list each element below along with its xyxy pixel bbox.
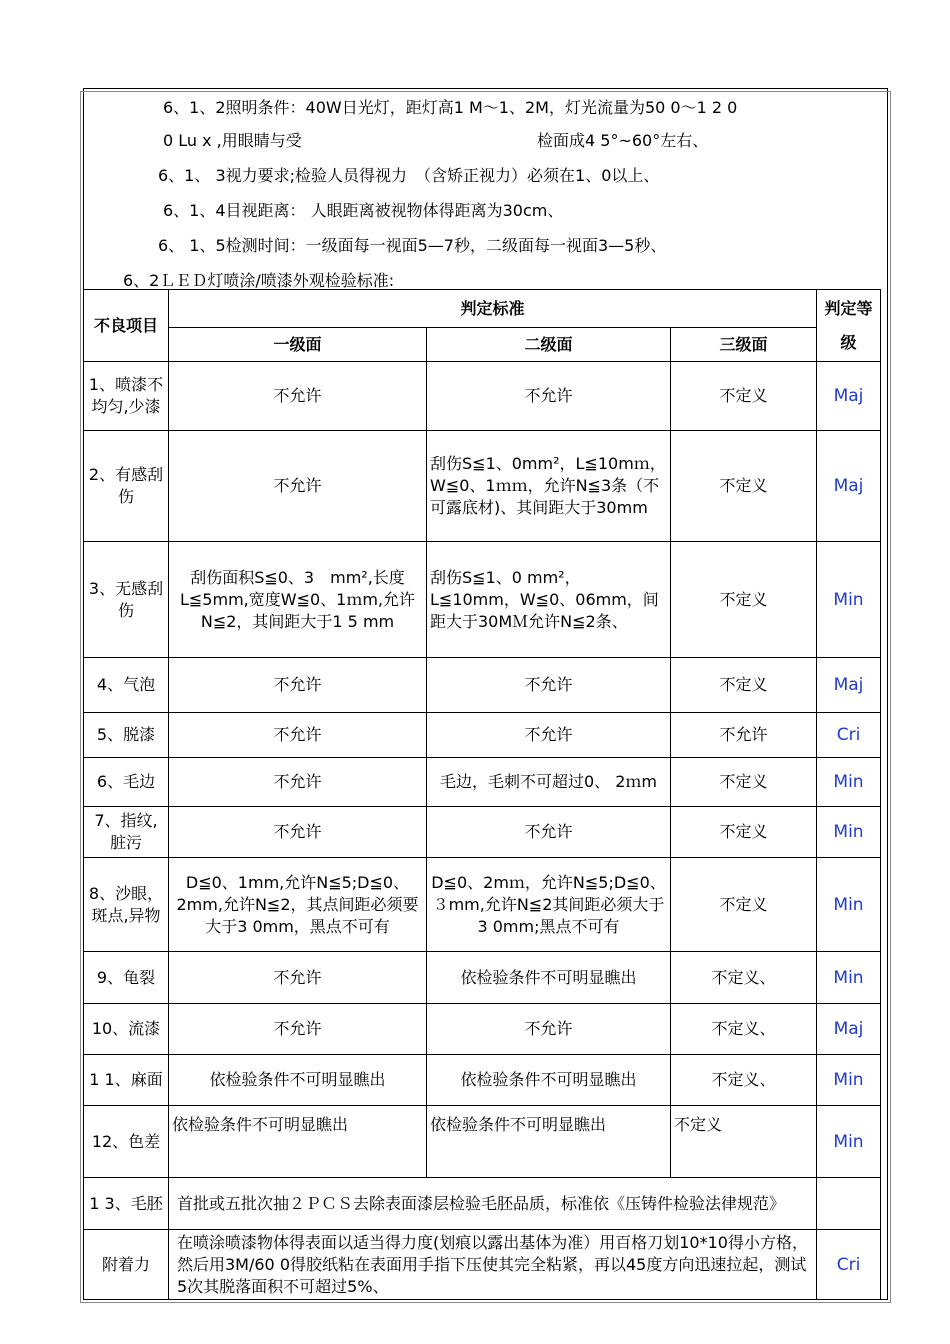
row-surface-2: 不允许	[427, 658, 671, 713]
row-surface-2: 毛边，毛刺不可超过0、 2ｍm	[427, 758, 671, 807]
table-row	[84, 362, 881, 431]
row-item: 3、无感刮伤	[84, 542, 169, 658]
row-surface-1: 不允许	[169, 1004, 427, 1055]
row-surface-2: 依检验条件不可明显瞧出	[427, 1055, 671, 1106]
row-grade: Cri	[817, 1230, 881, 1300]
row-surface-1: 不允许	[169, 713, 427, 758]
row-item: 1 3、毛胚	[84, 1178, 169, 1230]
row-item: 9、龟裂	[84, 952, 169, 1004]
row-item: 1、喷漆不均匀,少漆	[84, 362, 169, 431]
row-grade: Maj	[817, 362, 881, 431]
header-surface-1: 一级面	[169, 328, 427, 362]
row-surface-3: 不定义	[671, 658, 817, 713]
row-surface-3: 不定义	[671, 758, 817, 807]
row-grade: Maj	[817, 658, 881, 713]
row-surface-1: 依检验条件不可明显瞧出	[169, 1055, 427, 1106]
row-item: 8、沙眼，斑点,异物	[84, 858, 169, 952]
table-row	[84, 1004, 881, 1055]
row-surface-1: 不允许	[169, 431, 427, 542]
row-grade: Min	[817, 758, 881, 807]
row-grade: Cri	[817, 713, 881, 758]
table-row	[84, 758, 881, 807]
row-item: 5、脱漆	[84, 713, 169, 758]
header-standard: 判定标准	[169, 290, 817, 328]
row-surface-1: 不允许	[169, 952, 427, 1004]
row-adhesion-text: 在喷涂喷漆物体得表面以适当得力度(划痕以露出基体为准）用百格刀划10*10得小方格，然后用3M/60 0得胶纸粘在表面用手指下压使其完全粘紧，再以45度方向迅速拉起，测试5次其脱落面积不可超过5%、	[169, 1230, 817, 1300]
intro-lighting-line2b: 检面成4 5°~60°左右、	[537, 131, 709, 150]
row-surface-3: 不定义	[671, 362, 817, 431]
intro-lighting-line1: 6、1、2照明条件：40W日光灯，距灯高1 M～1、2M，灯光流量为50 0～1 2 0	[163, 98, 738, 117]
table-row	[84, 952, 881, 1004]
inspection-table	[83, 289, 881, 1300]
row-grade: Min	[817, 807, 881, 858]
row-surface-1: 不允许	[169, 807, 427, 858]
table-row	[84, 713, 881, 758]
row-item: 1 1、麻面	[84, 1055, 169, 1106]
table-row	[84, 1055, 881, 1106]
row-surface-3: 不定义	[671, 858, 817, 952]
intro-vision: 6、1、 3视力要求;检验人员得视力 （含矫正视力）必须在1、0以上、	[158, 166, 660, 185]
row-item: 10、流漆	[84, 1004, 169, 1055]
row-surface-2: 不允许	[427, 1004, 671, 1055]
row-surface-1: 不允许	[169, 658, 427, 713]
row-surface-1: 不允许	[169, 362, 427, 431]
row-surface-2: 依检验条件不可明显瞧出	[427, 1106, 671, 1178]
row-surface-2: 刮伤S≦1、0 mm²，L≦10mm，W≦0、06mm，间距大于30MＭ允许N≦2条、	[427, 542, 671, 658]
row-item: 7、指纹,脏污	[84, 807, 169, 858]
row-surface-1: 不允许	[169, 758, 427, 807]
row-surface-3: 不定义、	[671, 1055, 817, 1106]
table-row	[84, 542, 881, 658]
row-surface-2: D≦0、2mｍ，允许N≦5;D≦0、３mm,允许N≦2其间距必须大于3 0mm;黑点不可有	[427, 858, 671, 952]
table-row	[84, 807, 881, 858]
row-item: 2、有感刮伤	[84, 431, 169, 542]
row-grade: Min	[817, 1055, 881, 1106]
row-grade: Min	[817, 858, 881, 952]
row-surface-3: 不定义	[671, 807, 817, 858]
row-blank-text: 首批或五批次抽２ＰＣＳ去除表面漆层检验毛胚品质，标准依《压铸件检验法律规范》	[169, 1178, 817, 1230]
row-surface-3: 不定义、	[671, 1004, 817, 1055]
row-surface-1: 刮伤面积S≦0、3 mm²,长度L≦5mm,宽度W≦0、1ｍm,允许N≦2，其间距大于1 5 mm	[169, 542, 427, 658]
table-row	[84, 1178, 881, 1230]
row-surface-3: 不允许	[671, 713, 817, 758]
table-row	[84, 658, 881, 713]
header-grade: 判定等级	[817, 290, 881, 362]
header-item: 不良项目	[84, 290, 169, 362]
row-grade: Min	[817, 542, 881, 658]
row-surface-2: 不允许	[427, 807, 671, 858]
intro-standard-title: 6、2ＬＥＤ灯喷涂/喷漆外观检验标准:	[123, 271, 395, 290]
row-grade: Min	[817, 1106, 881, 1178]
row-surface-2: 不允许	[427, 362, 671, 431]
row-surface-3: 不定义、	[671, 952, 817, 1004]
row-surface-2: 刮伤S≦1、0mm²，L≦10mｍ，W≦0、1ｍｍ，允许N≦3条（不可露底材)、其间距大于30mm	[427, 431, 671, 542]
row-surface-2: 不允许	[427, 713, 671, 758]
table-row	[84, 431, 881, 542]
table-row	[84, 858, 881, 952]
row-grade: Min	[817, 952, 881, 1004]
row-surface-2: 依检验条件不可明显瞧出	[427, 952, 671, 1004]
row-surface-3: 不定义	[671, 542, 817, 658]
row-surface-1: D≦0、1mm,允许N≦5;D≦0、2mm,允许N≦2，其点间距必须要大于3 0mm，黑点不可有	[169, 858, 427, 952]
row-item: 6、毛边	[84, 758, 169, 807]
header-surface-2: 二级面	[427, 328, 671, 362]
intro-time: 6、 1、5检测时间：一级面每一视面5—7秒，二级面每一视面3—5秒、	[158, 236, 667, 255]
row-item: 附着力	[84, 1230, 169, 1300]
table-row	[84, 1230, 881, 1300]
header-surface-3: 三级面	[671, 328, 817, 362]
row-grade: Maj	[817, 431, 881, 542]
row-surface-1: 依检验条件不可明显瞧出	[169, 1106, 427, 1178]
intro-lighting-line2a: 0 Lu x ,用眼睛与受	[163, 131, 302, 150]
row-item: 4、气泡	[84, 658, 169, 713]
row-grade: Maj	[817, 1004, 881, 1055]
row-item: 12、色差	[84, 1106, 169, 1178]
intro-distance: 6、1、4目视距离： 人眼距离被视物体得距离为30cm、	[163, 201, 564, 220]
table-row	[84, 1106, 881, 1178]
row-surface-3: 不定义	[671, 1106, 817, 1178]
row-surface-3: 不定义	[671, 431, 817, 542]
row-grade	[817, 1178, 881, 1230]
